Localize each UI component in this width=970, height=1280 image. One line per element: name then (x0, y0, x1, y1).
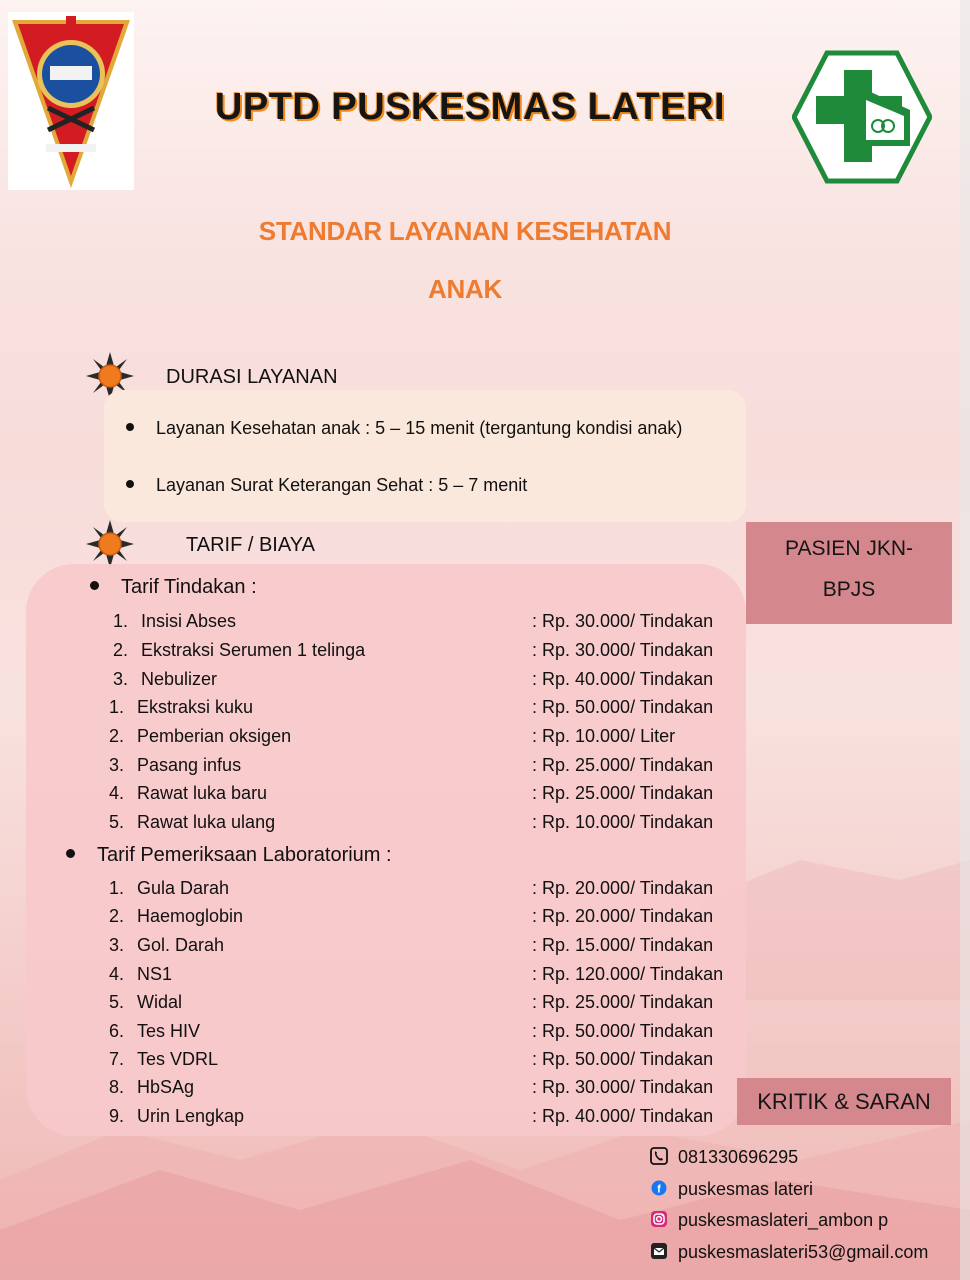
item-number: 3. (113, 669, 129, 689)
item-name: Tes VDRL (137, 1049, 219, 1069)
list-item (109, 695, 253, 719)
list-item (109, 1104, 244, 1128)
item-name: NS1 (137, 964, 173, 984)
item-name: Gol. Darah (137, 935, 225, 955)
item-price: : Rp. 30.000/ Tindakan (532, 1077, 714, 1097)
bullet (126, 423, 134, 431)
item-price: : Rp. 30.000/ Tindakan (532, 611, 714, 631)
list-item (113, 609, 236, 633)
list-item (109, 933, 224, 957)
phone-icon (650, 1147, 668, 1165)
bullet (66, 849, 75, 858)
item-number: 5. (109, 992, 125, 1012)
item-number: 8. (109, 1077, 125, 1097)
item-name: Widal (137, 992, 183, 1012)
durasi-item-text: Layanan Kesehatan anak : 5 – 15 menit (tergantung kondisi anak) (156, 418, 683, 438)
tarif-lab-heading (66, 844, 392, 867)
list-item (113, 638, 365, 662)
item-price: : Rp. 50.000/ Tindakan (532, 1049, 714, 1069)
item-price: : Rp. 50.000/ Tindakan (532, 697, 714, 717)
item-price: : Rp. 25.000/ Tindakan (532, 755, 714, 775)
item-name: HbSAg (137, 1077, 195, 1097)
item-number: 4. (109, 964, 125, 984)
facebook-name: puskesmas lateri (678, 1179, 814, 1199)
item-price: : Rp. 50.000/ Tindakan (532, 1021, 714, 1041)
puskesmas-logo (792, 50, 932, 185)
item-number: 3. (109, 935, 125, 955)
heading-text: Tarif Pemeriksaan Laboratorium : (97, 844, 392, 866)
item-name: Pasang infus (137, 755, 242, 775)
subtitle-line-1: STANDAR LAYANAN KESEHATAN (258, 216, 672, 246)
jkn-line-1: PASIEN JKN- (785, 537, 913, 560)
item-price: : Rp. 15.000/ Tindakan (532, 935, 714, 955)
contact-instagram (650, 1209, 888, 1231)
item-name: Haemoglobin (137, 906, 244, 926)
item-price: : Rp. 10.000/ Liter (532, 726, 676, 746)
item-price: : Rp. 30.000/ Tindakan (532, 640, 714, 660)
item-price: : Rp. 20.000/ Tindakan (532, 906, 714, 926)
contact-email (650, 1241, 928, 1263)
sun-icon (86, 520, 134, 568)
list-item (113, 667, 217, 691)
bullet (90, 581, 99, 590)
email-address: puskesmaslateri53@gmail.com (678, 1242, 929, 1262)
kritik-saran-box: KRITIK & SARAN (737, 1078, 951, 1125)
list-item (109, 904, 243, 928)
subtitle-line-2: ANAK (428, 274, 502, 304)
list-item (126, 418, 682, 439)
list-item (109, 962, 172, 986)
item-number: 2. (113, 640, 129, 660)
item-number: 5. (109, 812, 125, 832)
list-item (109, 724, 291, 748)
item-number: 4. (109, 783, 125, 803)
durasi-item-text: Layanan Surat Keterangan Sehat : 5 – 7 menit (156, 475, 528, 495)
item-name: Nebulizer (141, 669, 218, 689)
item-name: Rawat luka ulang (137, 812, 276, 832)
jkn-line-2: BPJS (822, 578, 876, 601)
item-price: : Rp. 40.000/ Tindakan (532, 669, 714, 689)
item-price: : Rp. 25.000/ Tindakan (532, 992, 714, 1012)
item-name: Tes HIV (137, 1021, 201, 1041)
email-icon (650, 1242, 668, 1260)
item-name: Ekstraksi Serumen 1 telinga (141, 640, 366, 660)
item-number: 6. (109, 1021, 125, 1041)
item-name: Insisi Abses (141, 611, 237, 631)
item-price: : Rp. 120.000/ Tindakan (532, 964, 724, 984)
contact-facebook (650, 1178, 813, 1200)
instagram-icon (650, 1210, 668, 1228)
heading-text: Tarif Tindakan : (121, 576, 257, 598)
bullet (126, 480, 134, 488)
tarif-tindakan-heading (90, 576, 257, 599)
list-item (109, 781, 267, 805)
tarif-label: TARIF / BIAYA (186, 534, 315, 556)
item-number: 9. (109, 1106, 125, 1126)
item-price: : Rp. 25.000/ Tindakan (532, 783, 714, 803)
pasien-jkn-bpjs-box (746, 522, 952, 624)
item-number: 2. (109, 906, 125, 926)
list-item (126, 475, 527, 496)
durasi-label: DURASI LAYANAN (166, 366, 338, 388)
list-item (109, 1019, 200, 1043)
facebook-icon (650, 1179, 668, 1197)
list-item (109, 990, 182, 1014)
item-name: Ekstraksi kuku (137, 697, 254, 717)
item-number: 3. (109, 755, 125, 775)
item-number: 1. (109, 878, 125, 898)
item-number: 1. (109, 697, 125, 717)
list-item (109, 1047, 218, 1071)
list-item (109, 753, 241, 777)
svg-text:f: f (657, 1183, 661, 1196)
item-price: : Rp. 20.000/ Tindakan (532, 878, 714, 898)
item-name: Pemberian oksigen (137, 726, 292, 746)
item-name: Gula Darah (137, 878, 230, 898)
list-item (109, 1075, 194, 1099)
item-number: 2. (109, 726, 125, 746)
item-name: Rawat luka baru (137, 783, 268, 803)
item-name: Urin Lengkap (137, 1106, 245, 1126)
item-price: : Rp. 10.000/ Tindakan (532, 812, 714, 832)
durasi-box (104, 390, 746, 522)
item-price: : Rp. 40.000/ Tindakan (532, 1106, 714, 1126)
list-item (109, 810, 275, 834)
list-item (109, 876, 229, 900)
item-number: 7. (109, 1049, 125, 1069)
contact-phone (650, 1146, 798, 1168)
page-title: UPTD PUSKESMAS LATERI (214, 86, 726, 128)
instagram-name: puskesmaslateri_ambon p (678, 1210, 889, 1230)
item-number: 1. (113, 611, 129, 631)
phone-number: 081330696295 (678, 1147, 799, 1167)
